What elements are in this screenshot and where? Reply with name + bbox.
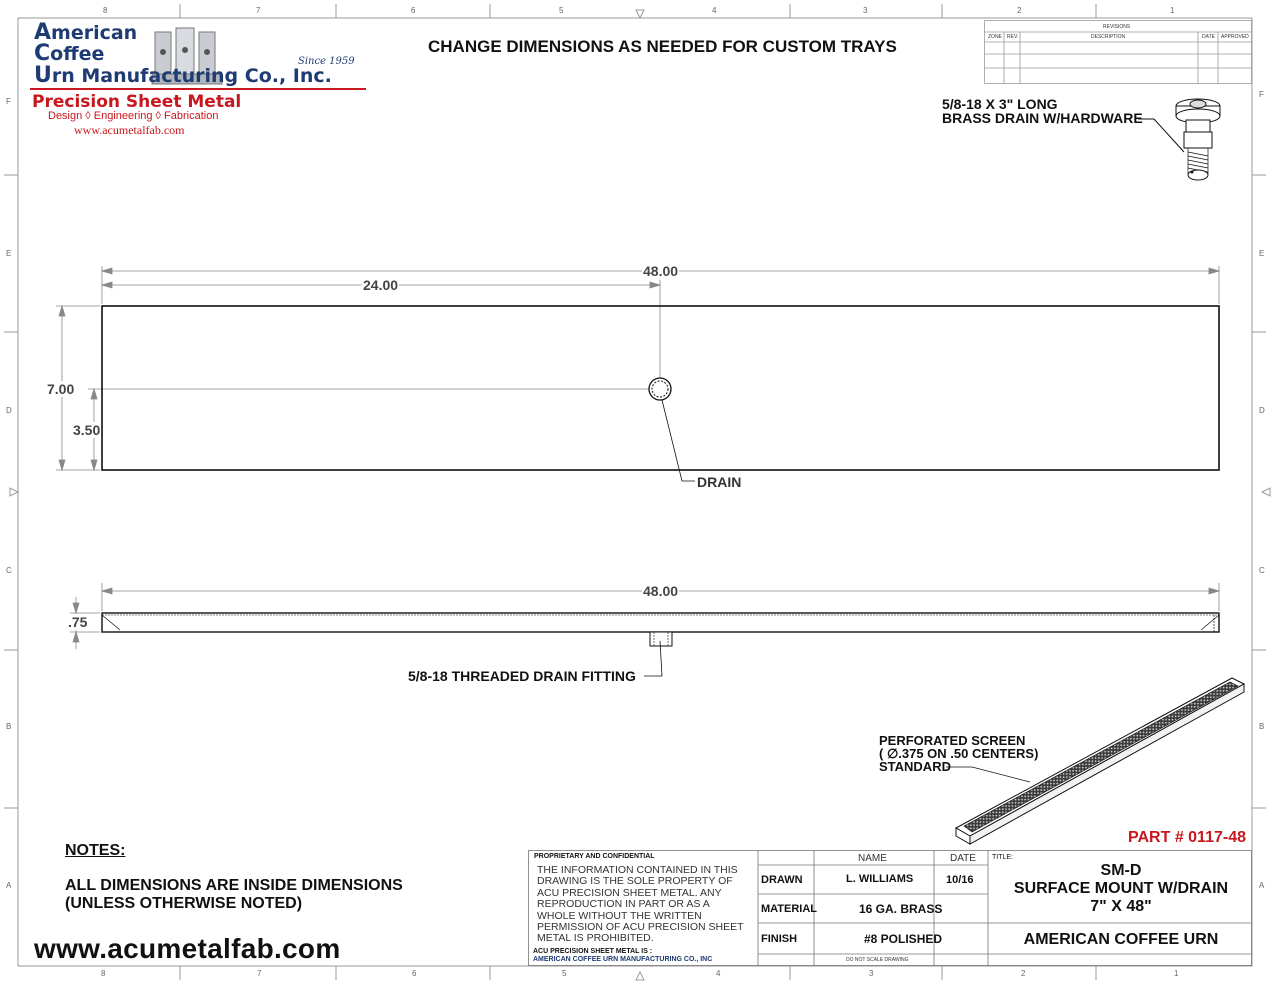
company-logo	[30, 20, 370, 145]
zone-top-6: 6	[411, 6, 416, 15]
screen-label-1: PERFORATED SCREEN	[879, 733, 1026, 748]
threaded-fitting-label: 5/8-18 THREADED DRAIN FITTING	[408, 668, 636, 684]
page-title: CHANGE DIMENSIONS AS NEEDED FOR CUSTOM TRAYS	[428, 37, 897, 56]
logo-tagline: Precision Sheet Metal	[32, 92, 242, 112]
zone-top-1: 1	[1170, 6, 1175, 15]
finish-value: #8 POLISHED	[864, 932, 943, 946]
revisions-col-date: DATE	[1202, 34, 1215, 40]
logo-red-rule	[30, 88, 366, 90]
revisions-col-description: DESCRIPTION	[1091, 34, 1126, 40]
zone-bottom-4: 4	[716, 969, 721, 978]
dim-half-length: 24.00	[363, 277, 399, 293]
drawn-date: 10/16	[946, 874, 974, 886]
acu-ownership-line	[533, 948, 652, 955]
zone-left-F: F	[6, 97, 11, 106]
zone-top-4: 4	[712, 6, 717, 15]
zone-right-A: A	[1259, 881, 1265, 890]
dim-side-length: 48.00	[643, 583, 679, 599]
zone-left-E: E	[6, 249, 12, 258]
drawn-label: DRAWN	[761, 874, 803, 886]
logo-line-american: American	[34, 20, 138, 45]
proprietary-text: THE INFORMATION CONTAINED IN THIS DRAWING IS THE SOLE PROPERTY OF ACU PRECISION SHEET METAL. ANY REPRODUCTION IN PART OR AS A WHOLE WITHOUT THE WRITTEN PERMISSION OF ACU PRECISION SHEET METAL IS PROHIBITED.	[537, 864, 744, 945]
zone-right-F: F	[1259, 90, 1264, 99]
revisions-col-zone: ZONE	[988, 34, 1002, 40]
logo-line-coffee: Coffee	[34, 41, 105, 66]
drain-label: DRAIN	[697, 474, 742, 490]
zone-right-B: B	[1259, 722, 1265, 731]
zone-bottom-3: 3	[869, 969, 874, 978]
revisions-title: REVISIONS	[1103, 24, 1131, 30]
logo-line-urn: Urn Manufacturing Co., Inc.	[34, 63, 332, 88]
material-value: 16 GA. BRASS	[859, 902, 943, 916]
proprietary-heading: PROPRIETARY AND CONFIDENTIAL	[534, 853, 655, 860]
company-name: AMERICAN COFFEE URN	[1023, 931, 1219, 948]
dim-height: .75	[68, 614, 88, 630]
notes-line-2: (UNLESS OTHERWISE NOTED)	[65, 895, 303, 912]
top-view-drawing	[40, 260, 1240, 500]
notes-heading: NOTES:	[65, 842, 126, 859]
zone-top-8: 8	[103, 6, 108, 15]
screen-label-2: ( ∅.375 ON .50 CENTERS)	[879, 746, 1039, 761]
zone-right-E: E	[1259, 249, 1265, 258]
zone-left-D: D	[6, 406, 12, 415]
zone-bottom-5: 5	[562, 969, 567, 978]
drawing-title-3: 7" X 48"	[1090, 898, 1152, 915]
dim-half-width: 3.50	[73, 422, 101, 438]
date-header: DATE	[950, 853, 976, 864]
revisions-col-rev: REV.	[1007, 34, 1019, 40]
brass-drain-illustration	[1130, 94, 1240, 186]
logo-services: Design ◊ Engineering ◊ Fabrication	[48, 110, 219, 122]
drawing-title-2: SURFACE MOUNT W/DRAIN	[1013, 880, 1229, 897]
notes-line-1: ALL DIMENSIONS ARE INSIDE DIMENSIONS	[65, 877, 403, 894]
zone-bottom-6: 6	[412, 969, 417, 978]
dim-width: 7.00	[47, 381, 75, 397]
title-label: TITLE:	[992, 854, 1014, 861]
logo-url[interactable]: www.acumetalfab.com	[74, 123, 185, 137]
zone-bottom-1: 1	[1174, 969, 1179, 978]
zone-top-7: 7	[256, 6, 261, 15]
revisions-col-approved: APPROVED	[1221, 34, 1249, 40]
website-footer[interactable]: www.acumetalfab.com	[34, 933, 341, 964]
zone-right-D: D	[1259, 406, 1265, 415]
zone-left-C: C	[6, 566, 12, 575]
zone-left-A: A	[6, 881, 12, 890]
screen-label-3: STANDARD	[879, 759, 951, 774]
zone-bottom-2: 2	[1021, 969, 1026, 978]
zone-top-3: 3	[863, 6, 868, 15]
zone-top-5: 5	[559, 6, 564, 15]
drain-hardware-label-1: 5/8-18 X 3" LONG	[942, 96, 1058, 112]
zone-left-B: B	[6, 722, 12, 731]
do-not-scale-note: DO NOT SCALE DRAWING	[846, 957, 909, 963]
zone-bottom-7: 7	[257, 969, 262, 978]
finish-label: FINISH	[761, 933, 798, 945]
zone-right-C: C	[1259, 566, 1265, 575]
dim-top-length: 48.00	[643, 263, 679, 279]
acu-prefix: ACU PRECISION SHEET METAL IS :	[533, 948, 653, 955]
material-label: MATERIAL	[761, 903, 818, 915]
drawing-title-1: SM-D	[1100, 862, 1142, 879]
acu-company-line: AMERICAN COFFEE URN MANUFACTURING CO., INC	[533, 956, 713, 963]
drain-hardware-label-2: BRASS DRAIN W/HARDWARE	[942, 110, 1143, 126]
zone-top-2: 2	[1017, 6, 1022, 15]
part-number: PART # 0117-48	[1128, 829, 1246, 846]
zone-bottom-8: 8	[101, 969, 106, 978]
name-header: NAME	[858, 853, 887, 864]
drawn-name: L. WILLIAMS	[846, 873, 914, 885]
logo-since: Since 1959	[298, 56, 355, 67]
